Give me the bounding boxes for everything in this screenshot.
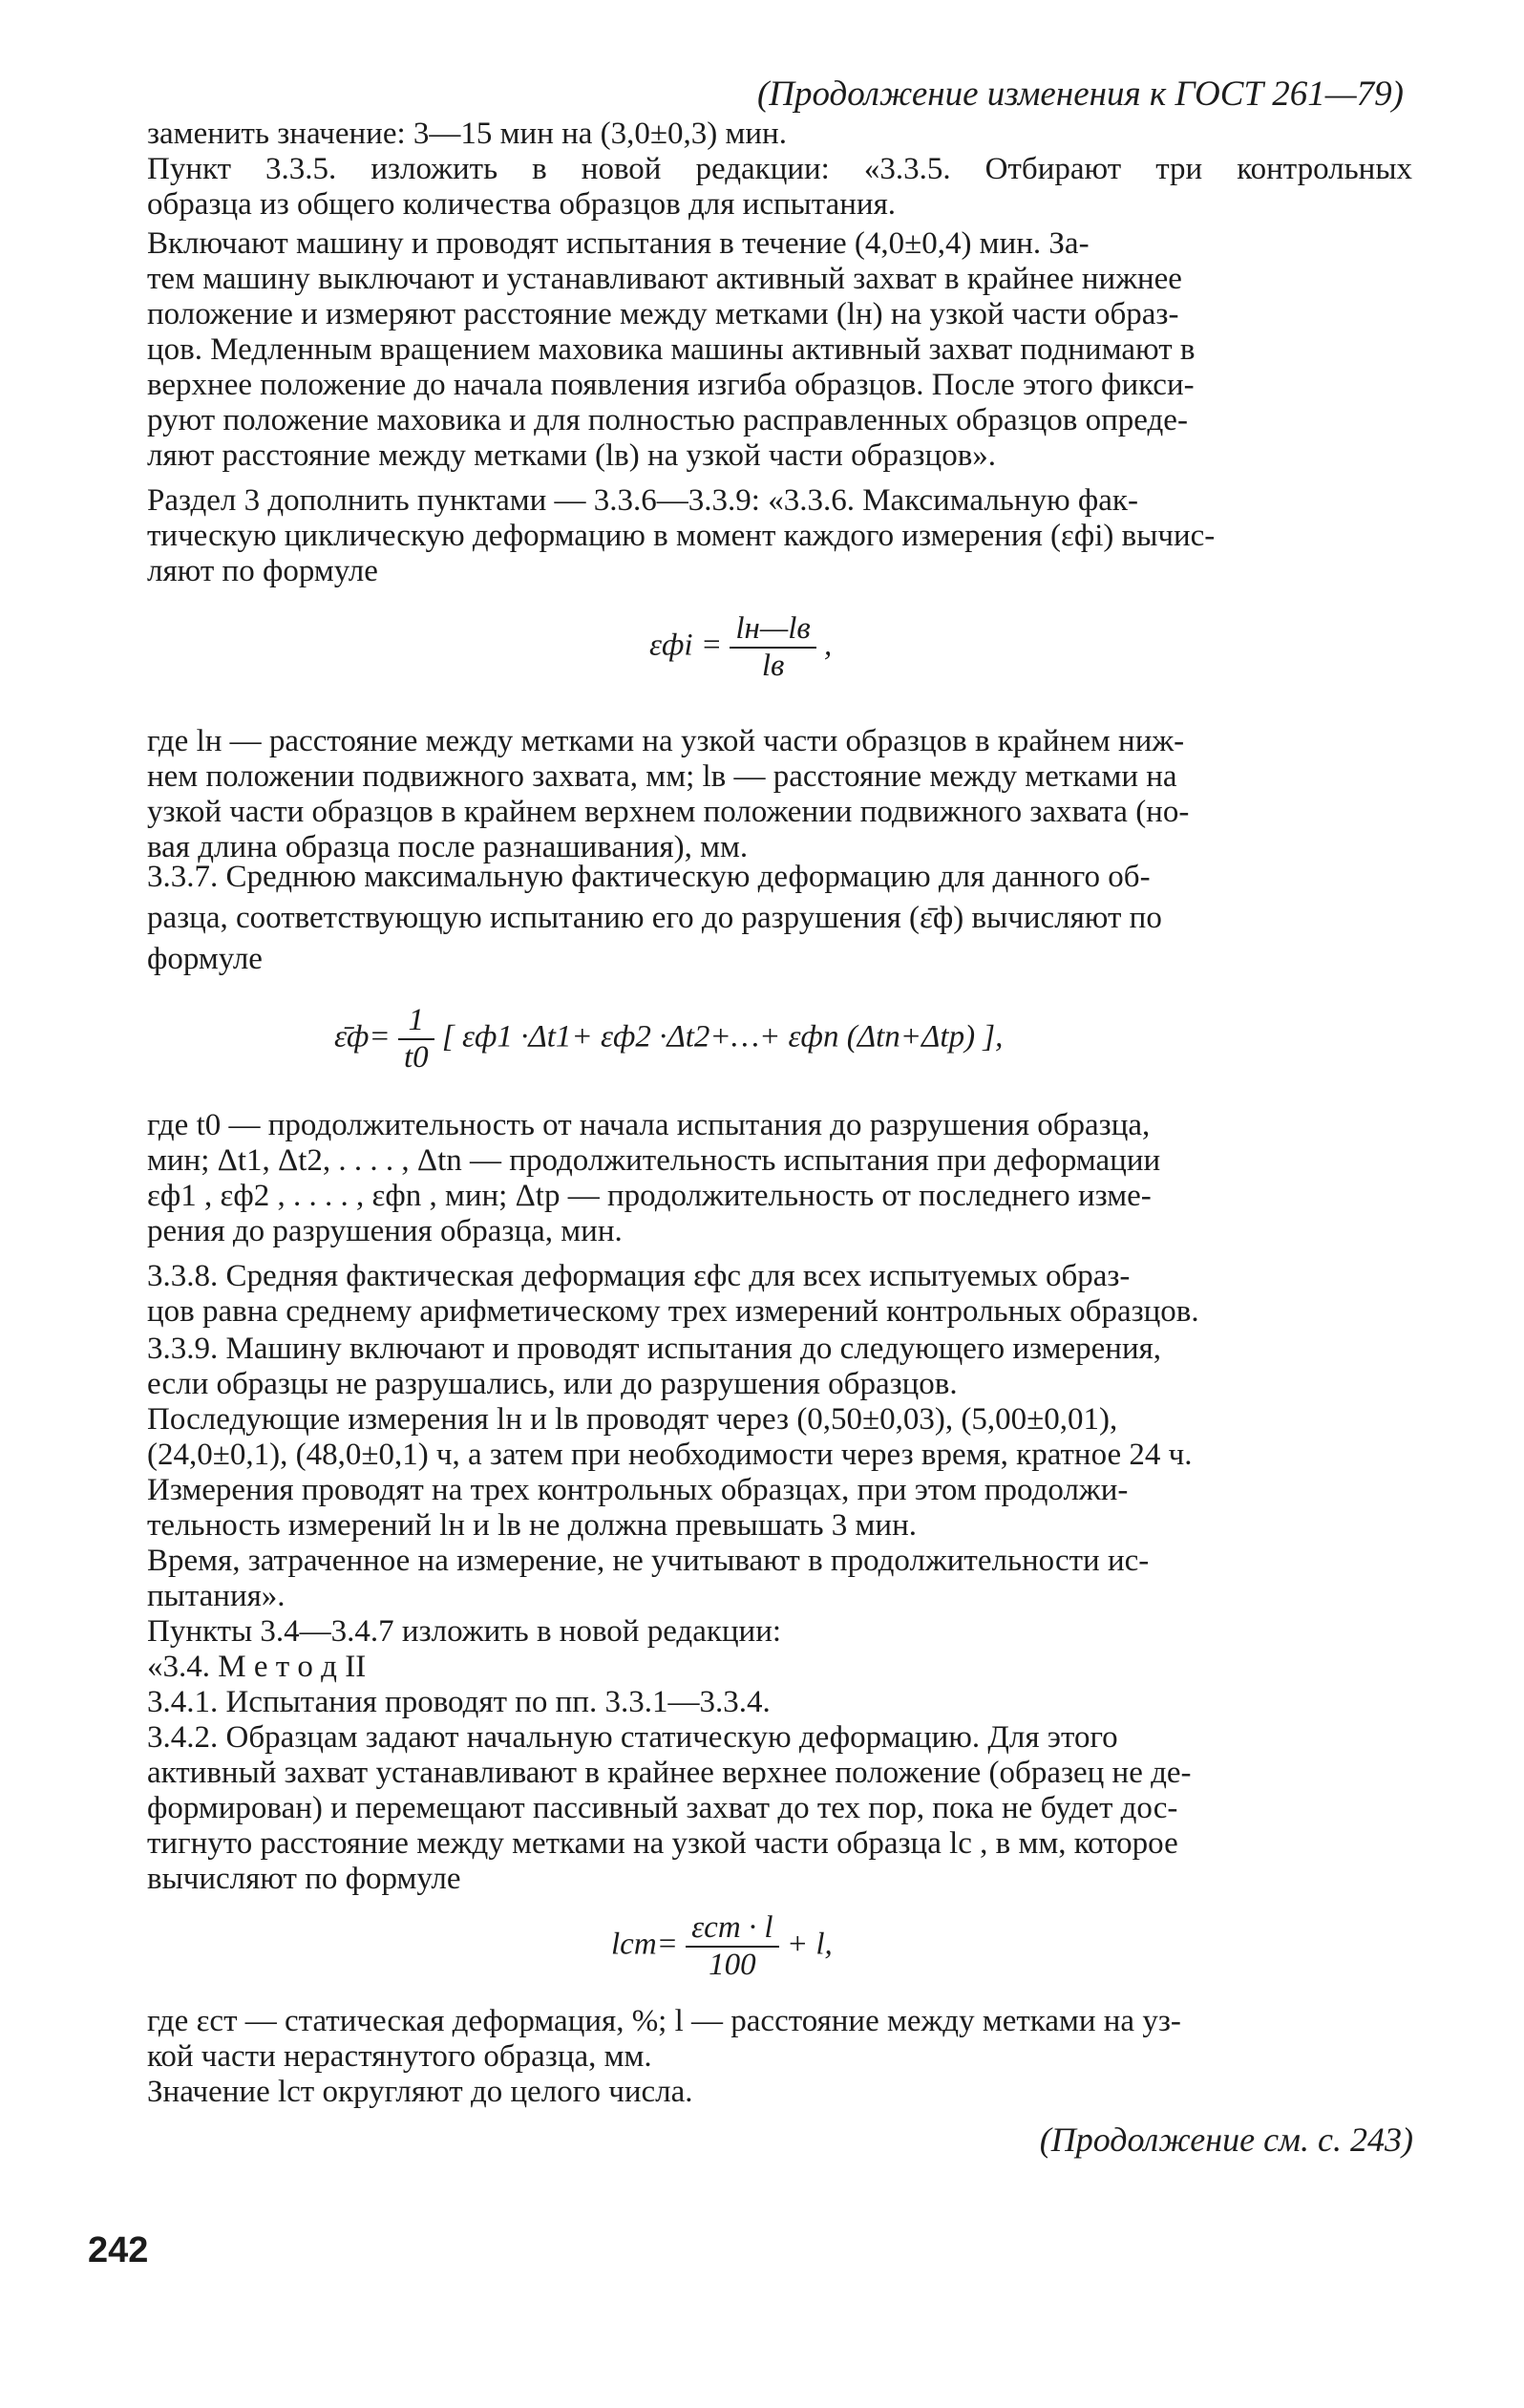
formula-lhs: εфi = xyxy=(649,628,723,663)
fraction xyxy=(686,1910,778,1983)
text-line: пытания». xyxy=(147,1579,286,1613)
heading-method-2 xyxy=(147,1650,1412,1685)
text-line: 3.3.8. Средняя фактическая деформация εфс для всех испытуемых образ- xyxy=(147,1259,1131,1293)
text-line: рения до разрушения образца, мин. xyxy=(147,1214,623,1248)
text-line: Раздел 3 дополнить пунктами — 3.3.6—3.3.9: «3.3.6. Максимальную фак- xyxy=(147,483,1138,518)
paragraph-where-l xyxy=(147,724,1412,865)
fraction-numerator: εст · l xyxy=(691,1910,773,1945)
text-line: εф1 , εф2 , . . . . , εфn , мин; Δtр — продолжительность от последнего изме- xyxy=(147,1179,1152,1213)
text-line: 3.4.2. Образцам задают начальную статическую деформацию. Для этого xyxy=(147,1720,1118,1755)
text-line: заменить значение: 3—15 мин на (3,0±0,3) мин. xyxy=(147,117,787,151)
text-line: мин; Δt1, Δt2, . . . . , Δtn — продолжительность испытания при деформации xyxy=(147,1143,1161,1178)
paragraph-rounding xyxy=(147,2075,1412,2110)
text-line: разца, соответствующую испытанию его до разрушения (ε̄ф) вычисляют по xyxy=(147,901,1162,935)
text-line: активный захват устанавливают в крайнее верхнее положение (образец не де- xyxy=(147,1756,1192,1790)
formula-body: [ εф1 ·Δt1+ εф2 ·Δt2+…+ εфn (Δtn+Δtр) ], xyxy=(441,1019,1004,1055)
text-line: узкой части образцов в крайнем верхнем положении подвижного захвата (но- xyxy=(147,795,1190,829)
paragraph-measurement-time xyxy=(147,1544,1412,1614)
text-line: Пункты 3.4—3.4.7 изложить в новой редакции: xyxy=(147,1614,782,1649)
text-line: цов равна среднему арифметическому трех измерений контрольных образцов. xyxy=(147,1294,1199,1329)
text-line: ляют расстояние между метками (lв) на узкой части образцов». xyxy=(147,438,997,473)
paragraph-clause-338 xyxy=(147,1259,1412,1330)
paragraph-test-procedure xyxy=(147,226,1412,474)
text-line: Пункт 3.3.5. изложить в новой редакции: «3.3.5. Отбирают три контрольных xyxy=(147,152,1412,186)
text-line: вычисляют по формуле xyxy=(147,1862,461,1896)
fraction xyxy=(398,1003,434,1076)
fraction-denominator: lв xyxy=(730,647,815,684)
text-line: Измерения проводят на трех контрольных образцах, при этом продолжи- xyxy=(147,1473,1129,1507)
paragraph-where-est xyxy=(147,2004,1412,2075)
formula-tail: , xyxy=(824,628,833,663)
paragraph-where-t0 xyxy=(147,1108,1412,1249)
text-line: положение и измеряют расстояние между метками (lн) на узкой части образ- xyxy=(147,297,1179,331)
paragraph-clauses-34 xyxy=(147,1614,1412,1650)
text-line: кой части нерастянутого образца, мм. xyxy=(147,2039,652,2074)
text-line: формуле xyxy=(147,942,263,976)
text-line: Включают машину и проводят испытания в течение (4,0±0,4) мин. За- xyxy=(147,226,1090,261)
formula-lhs: lст= xyxy=(611,1927,678,1962)
page-number: 242 xyxy=(88,2230,149,2270)
paragraph-measurement-intervals xyxy=(147,1402,1412,1473)
text-line: (24,0±0,1), (48,0±0,1) ч, а затем при необходимости через время, кратное 24 ч. xyxy=(147,1438,1193,1472)
fraction xyxy=(730,611,815,684)
text-line: ляют по формуле xyxy=(147,554,378,588)
paragraph-clause-339 xyxy=(147,1332,1412,1402)
text-line: тельность измерений lн и lв не должна превышать 3 мин. xyxy=(147,1508,917,1543)
text-line: 3.3.7. Среднюю максимальную фактическую деформацию для данного об- xyxy=(147,860,1151,894)
fraction-denominator: 100 xyxy=(686,1946,778,1983)
text-line: Время, затраченное на измерение, не учитывают в продолжительности ис- xyxy=(147,1544,1150,1578)
fraction-numerator: lн—lв xyxy=(735,611,811,646)
text-line: Значение lст округляют до целого числа. xyxy=(147,2075,693,2109)
text-line: где t0 — продолжительность от начала испытания до разрушения образца, xyxy=(147,1108,1151,1142)
text-line: цов. Медленным вращением маховика машины активный захват поднимают в xyxy=(147,332,1196,367)
text-line: формирован) и перемещают пассивный захват до тех пор, пока не будет дос- xyxy=(147,1791,1178,1825)
text-line: где εст — статическая деформация, %; l — расстояние между метками на уз- xyxy=(147,2004,1181,2038)
text-line: вая длина образца после разнашивания), мм. xyxy=(147,830,749,864)
paragraph-replace-value xyxy=(147,117,1412,152)
continuation-header: (Продолжение изменения к ГОСТ 261—79) xyxy=(756,75,1404,114)
paragraph-clause-341 xyxy=(147,1685,1412,1720)
formula-epsilon-phi-i xyxy=(649,611,832,684)
text-line: руют положение маховика и для полностью расправленных образцов опреде- xyxy=(147,403,1188,437)
paragraph-clause-336 xyxy=(147,483,1412,589)
text-line: тем машину выключают и устанавливают активный захват в крайнее нижнее xyxy=(147,262,1182,296)
text-line: 3.4.1. Испытания проводят по пп. 3.3.1—3.3.4. xyxy=(147,1685,771,1719)
text-line: если образцы не разрушались, или до разрушения образцов. xyxy=(147,1367,958,1401)
paragraph-clause-337 xyxy=(147,860,1412,977)
formula-lhs: ε̄ф= xyxy=(334,1019,391,1055)
formula-tail: + l, xyxy=(786,1927,833,1962)
fraction-denominator: t0 xyxy=(398,1038,434,1076)
text-line: нем положении подвижного захвата, мм; lв — расстояние между метками на xyxy=(147,759,1177,794)
text-line: где lн — расстояние между метками на узкой части образцов в крайнем ниж- xyxy=(147,724,1185,758)
text-line: тическую циклическую деформацию в момент каждого измерения (εфi) вычис- xyxy=(147,519,1216,553)
text-line: «3.4. М е т о д II xyxy=(147,1650,367,1684)
continuation-footer: (Продолжение см. с. 243) xyxy=(1039,2120,1413,2159)
paragraph-clause-335 xyxy=(147,152,1412,223)
text-line: тигнуто расстояние между метками на узкой части образца lс , в мм, которое xyxy=(147,1826,1178,1861)
fraction-numerator: 1 xyxy=(408,1003,425,1037)
text-line: верхнее положение до начала появления изгиба образцов. После этого фикси- xyxy=(147,368,1195,402)
formula-l-static xyxy=(611,1910,833,1983)
text-line: образца из общего количества образцов для испытания. xyxy=(147,187,897,222)
formula-mean-epsilon xyxy=(334,1003,1003,1076)
text-line: Последующие измерения lн и lв проводят через (0,50±0,03), (5,00±0,01), xyxy=(147,1402,1118,1437)
paragraph-clause-342 xyxy=(147,1720,1412,1897)
paragraph-control-samples xyxy=(147,1473,1412,1544)
text-line: 3.3.9. Машину включают и проводят испытания до следующего измерения, xyxy=(147,1332,1162,1366)
